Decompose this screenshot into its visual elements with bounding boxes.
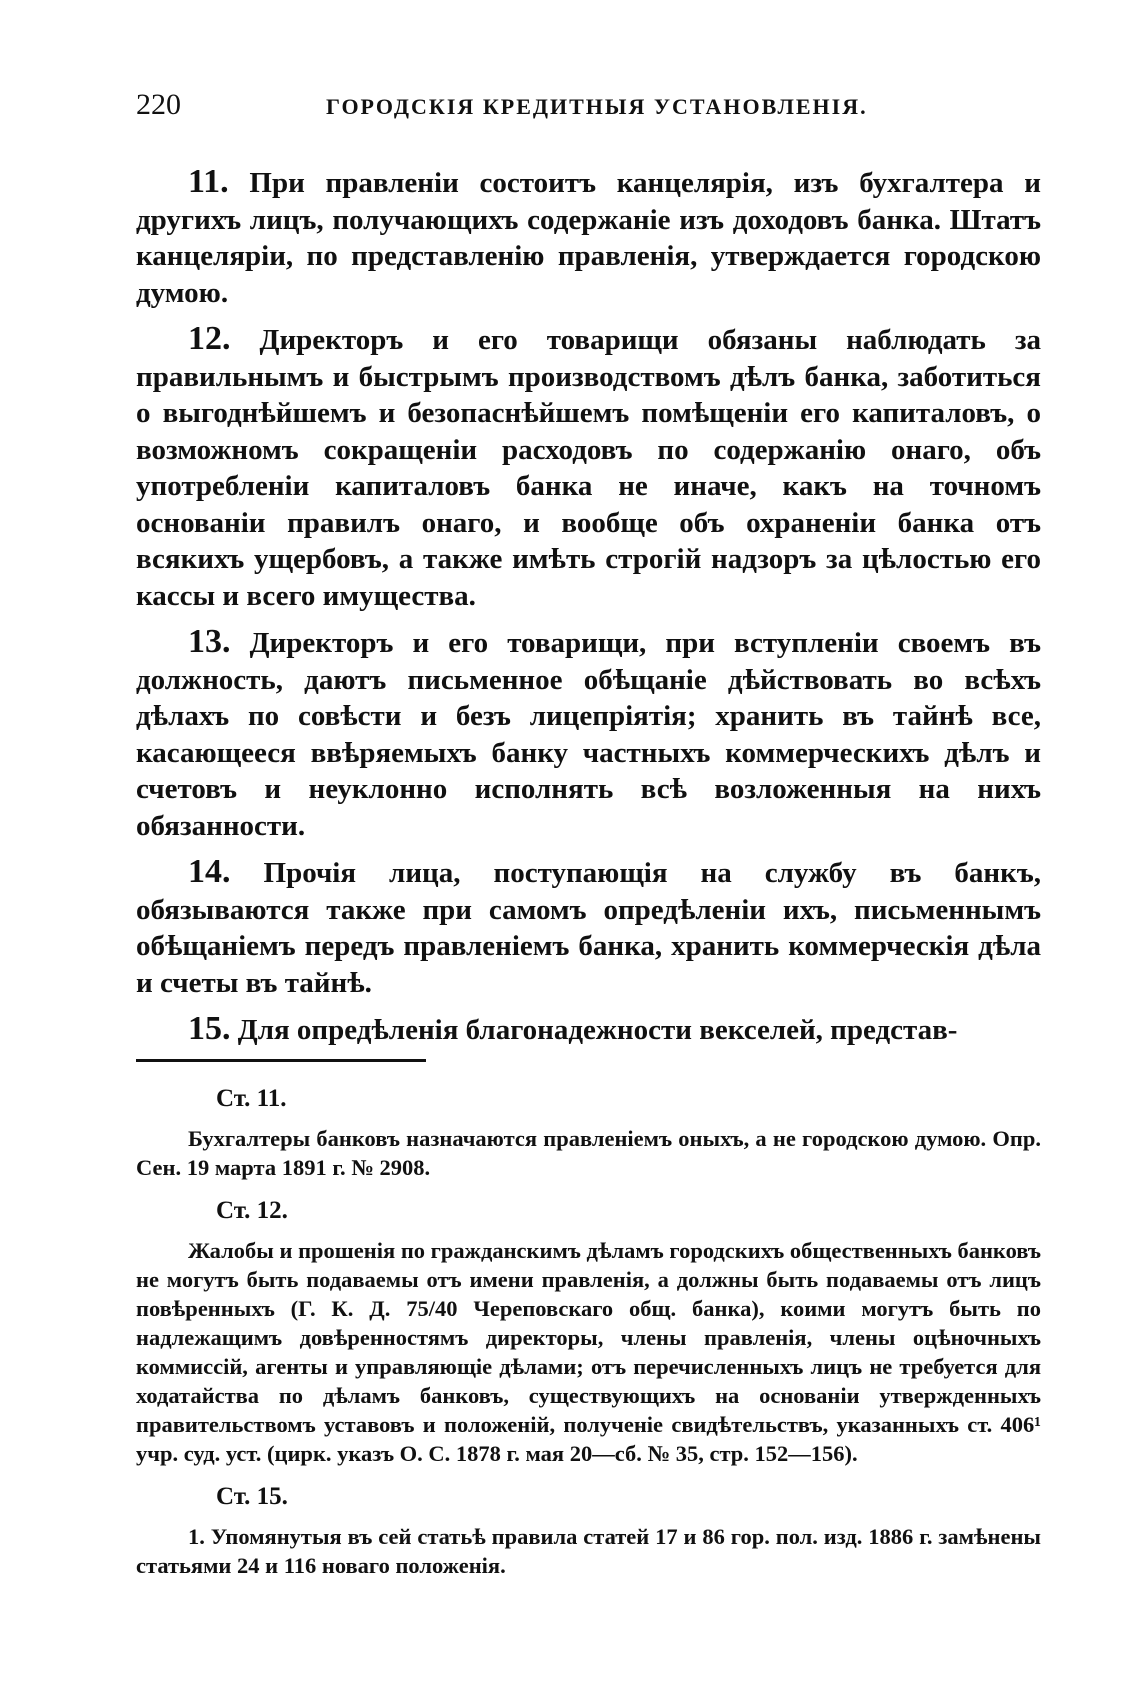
article-14 xyxy=(136,854,1041,1001)
note-text: 1. Упомянутыя въ сей статьѣ правила статей 17 и 86 гор. пол. изд. 1886 г. замѣнены статьями 24 и 116 новаго положенія. xyxy=(136,1523,1041,1578)
article-number: 12. xyxy=(188,320,231,357)
note-st-11 xyxy=(136,1084,1041,1182)
article-number: 11. xyxy=(188,163,229,200)
document-page xyxy=(136,88,1041,1594)
article-11 xyxy=(136,164,1041,311)
note-heading: Ст. 15. xyxy=(216,1482,288,1510)
article-text: Прочія лица, поступающія на службу въ банкъ, обязываются также при самомъ опредѣленіи ихъ, письменнымъ обѣщаніемъ передъ правленіемъ банка, хранить коммерческія дѣла и счеты въ тайнѣ. xyxy=(136,857,1042,999)
article-number: 13. xyxy=(188,623,231,660)
article-text: Для опредѣленія благонадежности векселей, представ- xyxy=(237,1014,958,1046)
article-number: 14. xyxy=(188,853,231,890)
note-text: Жалобы и прошенія по гражданскимъ дѣламъ городскихъ общественныхъ банковъ не могутъ быть подаваемы отъ имени правленія, а должны быть подаваемы отъ лицъ повѣренныхъ (Г. К. Д. 75/40 Череповскаго общ. банка), коими могутъ быть по надлежащимъ довѣренностямъ директоры, члены правленія, члены оцѣночныхъ коммиссій, агенты и управляющіе дѣлами; отъ перечисленныхъ лицъ не требуется для ходатайства по дѣламъ банковъ, существующихъ на основаніи утвержденныхъ правительствомъ уставовъ и положеній, полученіе свидѣтельствъ, указанныхъ ст. 406¹ учр. суд. уст. (цирк. указъ О. С. 1878 г. мая 20—сб. № 35, стр. 152—156). xyxy=(136,1237,1041,1466)
page-number: 220 xyxy=(136,88,181,121)
running-title: ГОРОДСКІЯ КРЕДИТНЫЯ УСТАНОВЛЕНІЯ. xyxy=(326,94,868,119)
article-12 xyxy=(136,321,1041,614)
note-heading: Ст. 11. xyxy=(216,1084,287,1112)
footnote-divider xyxy=(136,1059,426,1062)
article-text: Директоръ и его товарищи, при вступленіи своемъ въ должность, даютъ письменное обѣщаніе дѣйствовать во всѣхъ дѣлахъ по совѣсти и безъ лицепріятія; хранить въ тайнѣ все, касающееся ввѣряемыхъ банку частныхъ коммерческихъ дѣлъ и счетовъ и неуклонно исполнять всѣ возложенныя на нихъ обязанности. xyxy=(136,627,1042,842)
note-heading: Ст. 12. xyxy=(216,1196,288,1224)
article-text: Директоръ и его товарищи обязаны наблюдать за правильнымъ и быстрымъ производствомъ дѣлъ банка, заботиться о выгоднѣйшемъ и безопаснѣйшемъ помѣщеніи его капиталовъ, о возможномъ сокращеніи расходовъ по содержанію онаго, объ употребленіи капиталовъ банка не иначе, какъ на точномъ основаніи правилъ онаго, и вообще объ охраненіи банка отъ всякихъ ущербовъ, а также имѣть строгій надзоръ за цѣлостью его кассы и всего имущества. xyxy=(136,324,1041,612)
article-number: 15. xyxy=(188,1010,231,1047)
article-15 xyxy=(136,1011,1041,1049)
article-13 xyxy=(136,624,1041,844)
note-st-12 xyxy=(136,1196,1041,1468)
page-header xyxy=(136,88,1041,128)
article-text: При правленіи состоитъ канцелярія, изъ бухгалтера и другихъ лицъ, получающихъ содержаніе изъ доходовъ банка. Штатъ канцеляріи, по представленію правленія, утверждается городскою думою. xyxy=(136,167,1042,309)
note-st-15 xyxy=(136,1482,1041,1580)
note-text: Бухгалтеры банковъ назначаются правленіемъ оныхъ, а не городскою думою. Опр. Сен. 19 марта 1891 г. № 2908. xyxy=(136,1125,1041,1180)
